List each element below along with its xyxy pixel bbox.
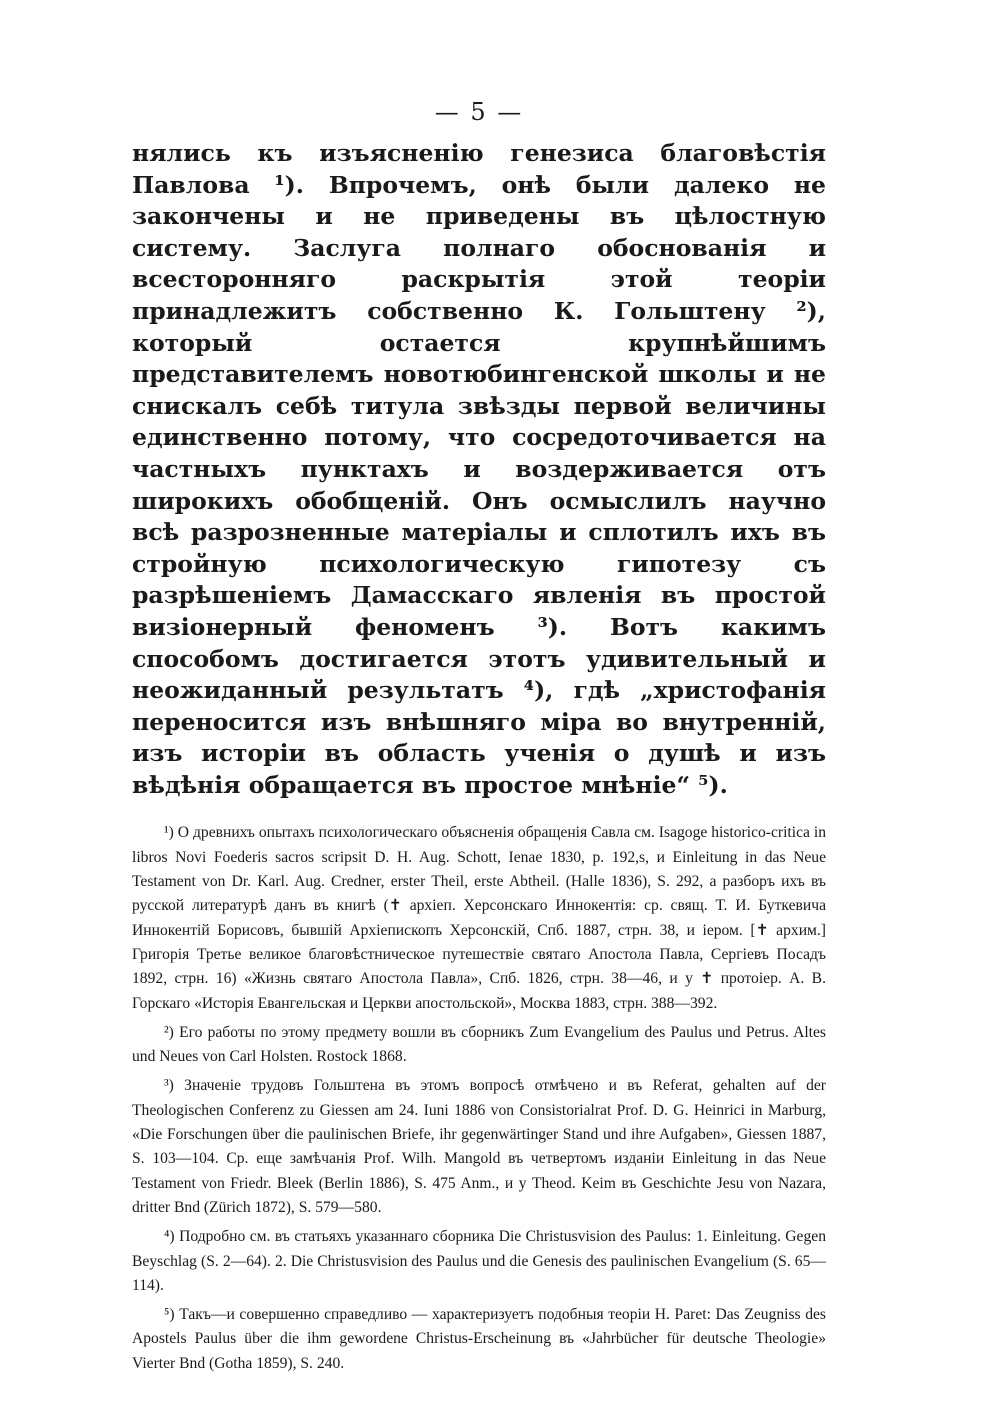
page-number: — 5 — [434, 98, 524, 126]
footnote-4: ⁴) Подробно см. въ статьяхъ указаннаго сборника Die Christusvision des Paulus: 1. Einleitung. Gegen Beyschlag (S. 2—64). 2. Die Christusvision des Paulus und die Genesis des paulinischen Evangelium (S. 65—114). [132, 1228, 826, 1294]
body-paragraph: нялись къ изъясненію генезиса благовѣстія Павлова ¹). Впрочемъ, онѣ были далеко не закончены и не приведены въ цѣлостную систему. Заслуга полнаго обоснованія и всесторонняго раскрытія этой теоріи принадлежитъ собственно К. Гольштену ²), который остается крупнѣйшимъ представителемъ новотюбингенской школы и не снискалъ себѣ титула звѣзды первой величины единственно потому, что сосредоточивается на частныхъ пунктахъ и воздерживается отъ широкихъ обобщеній. Онъ осмыслилъ научно всѣ разрозненные матеріалы и сплотилъ ихъ въ стройную психологическую гипотезу съ разрѣшеніемъ Дамасскаго явленія въ простой визіонерный феноменъ ³). Вотъ какимъ способомъ достигается этотъ удивительный и неожиданный результатъ ⁴), гдѣ „христофанія переносится изъ внѣшняго міра во внутренній, изъ исторіи въ область ученія о душѣ и изъ вѣдѣнія обращается въ простое мнѣніе“ ⁵). [132, 139, 826, 799]
footnote-5: ⁵) Такъ—и совершенно справедливо — характеризуетъ подобныя теоріи H. Paret: Das Zeugniss des Apostels Paulus über die ihm gewordene Christus-Erscheinung въ «Jahrbücher für deutsche Theologie» Vierter Bnd (Gotha 1859), S. 240. [132, 1306, 826, 1372]
footnote-3: ³) Значеніе трудовъ Гольштена въ этомъ вопросѣ отмѣчено и въ Referat, gehalten auf der Theologischen Conferenz zu Giessen am 24. Iuni 1886 von Consistorialrat Prof. D. G. Heinrici in Marburg, «Die Forschungen über die paulinischen Briefe, ihr gegenwärtinger Stand und ihre Aufgaben», Giessen 1887, S. 103—104. Ср. еще замѣчанія Prof. Wilh. Mangold въ четвертомъ изданіи Einleitung in das Neue Testament von Friedr. Bleek (Berlin 1886), S. 475 Anm., и у Theod. Keim въ Geschichte Jesu von Nazara, dritter Bnd (Zürich 1872), S. 579—580. [132, 1077, 826, 1216]
footnote-1: ¹) О древнихъ опытахъ психологическаго объясненія обращенія Савла см. Isagoge historico-critica in libros Novi Foederis sacros scripsit D. H. Aug. Schott, Ienae 1830, p. 192,s, и Einleitung in das Neue Testament von Dr. Karl. Aug. Credner, erster Theil, erste Abtheil. (Halle 1836), S. 292, а разборъ ихъ въ русской литературѣ данъ въ книгѣ (✝ архіеп. Херсонскаго Иннокентія: ср. свящ. Т. И. Буткевича Иннокентій Борисовъ, бывшій Архіепископъ Херсонскій, Спб. 1887, стрн. 38, и іером. [✝ архим.] Григорія Третье великое благовѣстническое путешествіе святаго Апостола Павла, Сергіевъ Посадъ 1892, стрн. 16) «Жизнь святаго Апостола Павла», Спб. 1826, стрн. 38—46, и у ✝ протоіер. А. В. Горскаго «Исторія Евангельская и Церкви апостольской», Москва 1883, стрн. 388—392. [132, 824, 826, 1012]
footnotes [132, 821, 826, 1376]
main-text [132, 138, 826, 801]
footnote-2: ²) Его работы по этому предмету вошли въ сборникъ Zum Evangelium des Paulus und Petrus. Altes und Neues von Carl Holsten. Rostock 1868. [132, 1023, 826, 1066]
document-page [132, 92, 826, 1381]
